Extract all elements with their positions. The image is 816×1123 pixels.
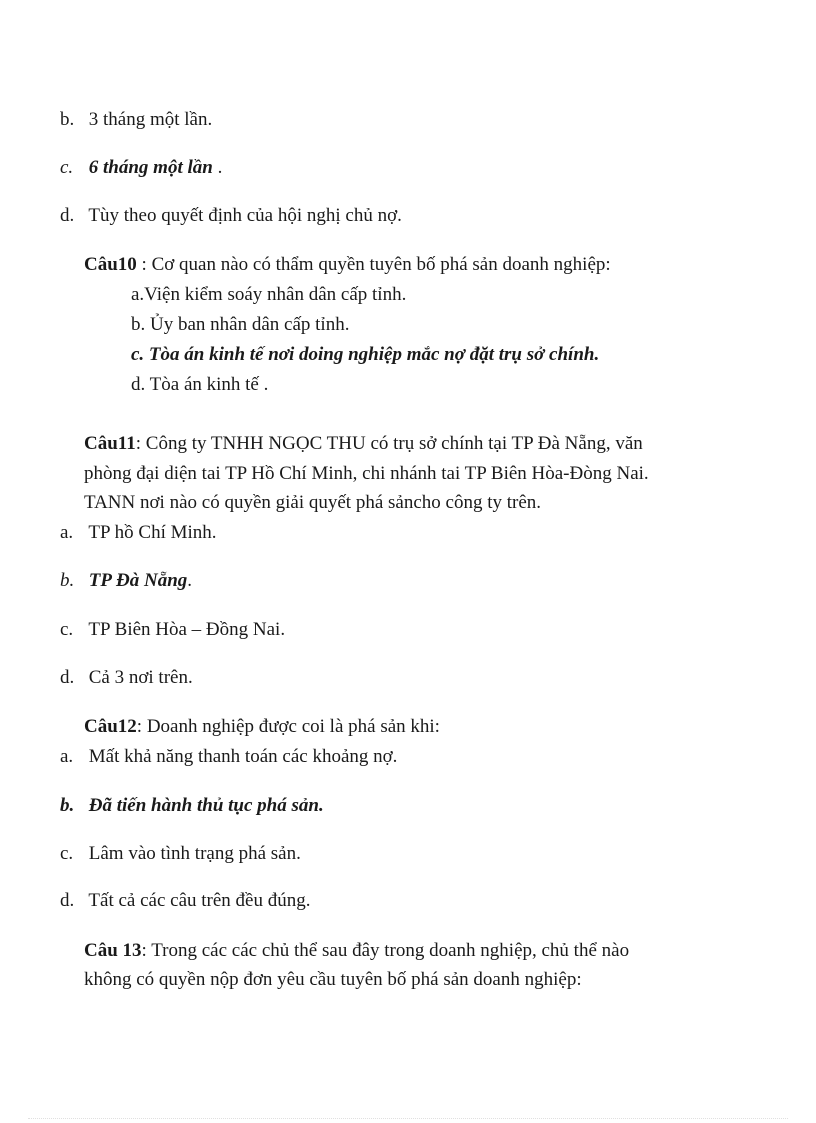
- option-marker: c.: [60, 157, 74, 178]
- option-marker: d.: [60, 205, 75, 226]
- q10-question: [84, 253, 611, 277]
- option-marker: c.: [60, 619, 74, 640]
- q12-option-d: [60, 889, 311, 913]
- option-marker: b.: [60, 109, 75, 130]
- question-text: : Cơ quan nào có thẩm quyền tuyên bố phá sản doanh nghiệp:: [136, 254, 611, 275]
- option-text: Lâm vào tình trạng phá sản.: [88, 843, 301, 864]
- q12-option-c: [60, 842, 301, 866]
- q9-option-d: [60, 204, 402, 228]
- option-text: 3 tháng một lần.: [88, 109, 213, 130]
- option-marker: b.: [60, 570, 75, 591]
- option-text: TP Biên Hòa – Đồng Nai.: [88, 619, 286, 640]
- q11-option-d: [60, 666, 193, 690]
- option-marker: a.: [60, 522, 74, 543]
- q11-option-c: [60, 618, 285, 642]
- q12-option-a: [60, 745, 397, 769]
- q10-option-b: b. Ủy ban nhân dân cấp tỉnh.: [131, 314, 350, 335]
- question-text: : Công ty TNHH NGỌC THU có trụ sở chính tại TP Đà Nẵng, văn: [135, 433, 643, 454]
- option-text: Tất cả các câu trên đều đúng.: [88, 890, 311, 911]
- option-tail: .: [212, 157, 223, 178]
- option-text: 6 tháng một lần: [88, 157, 213, 178]
- q10-option-c-answer: c. Tòa án kinh tế nơi doing nghiệp mắc nợ đặt trụ sở chính.: [131, 344, 600, 365]
- option-text: Đã tiến hành thủ tục phá sản.: [88, 795, 324, 816]
- q11-option-b-answer: [60, 569, 192, 593]
- question-label: Câu10: [84, 254, 137, 275]
- option-marker: a.: [60, 746, 74, 767]
- question-text: : Trong các các chủ thể sau đây trong doanh nghiệp, chủ thể nào: [141, 940, 630, 961]
- option-text: TP hồ Chí Minh.: [88, 522, 217, 543]
- option-text: Mất khả năng thanh toán các khoảng nợ.: [88, 746, 398, 767]
- q11-question-line-1: [84, 432, 643, 456]
- q11-question-line-3: TANN nơi nào có quyền giải quyết phá sảncho công ty trên.: [84, 492, 542, 513]
- q9-option-b: [60, 108, 212, 132]
- option-text: Cả 3 nơi trên.: [88, 667, 193, 688]
- question-label: Câu 13: [84, 940, 142, 961]
- q10-option-d: d. Tòa án kinh tế .: [131, 374, 269, 395]
- q9-option-c-answer: [60, 156, 222, 180]
- q12-option-b-answer: [60, 794, 324, 818]
- option-text: Tùy theo quyết định của hội nghị chủ nợ.: [88, 205, 402, 226]
- option-marker: d.: [60, 890, 75, 911]
- q12-question: [84, 715, 440, 739]
- q11-question-line-2: phòng đại diện tai TP Hồ Chí Minh, chi nhánh tai TP Biên Hòa-Đòng Nai.: [84, 463, 649, 484]
- q13-question-line-1: [84, 939, 629, 963]
- question-label: Câu11: [84, 433, 136, 454]
- q11-option-a: [60, 521, 217, 545]
- option-marker: b.: [60, 795, 75, 816]
- q10-option-a: a.Viện kiểm soáy nhân dân cấp tỉnh.: [131, 284, 407, 305]
- option-text: TP Đà Nẵng: [88, 570, 188, 591]
- question-label: Câu12: [84, 716, 137, 737]
- page-bottom-divider: [28, 1118, 788, 1119]
- option-tail: .: [187, 570, 193, 591]
- q13-question-line-2: không có quyền nộp đơn yêu cầu tuyên bố phá sản doanh nghiệp:: [84, 969, 582, 990]
- option-marker: d.: [60, 667, 75, 688]
- option-marker: c.: [60, 843, 74, 864]
- question-text: : Doanh nghiệp được coi là phá sản khi:: [136, 716, 440, 737]
